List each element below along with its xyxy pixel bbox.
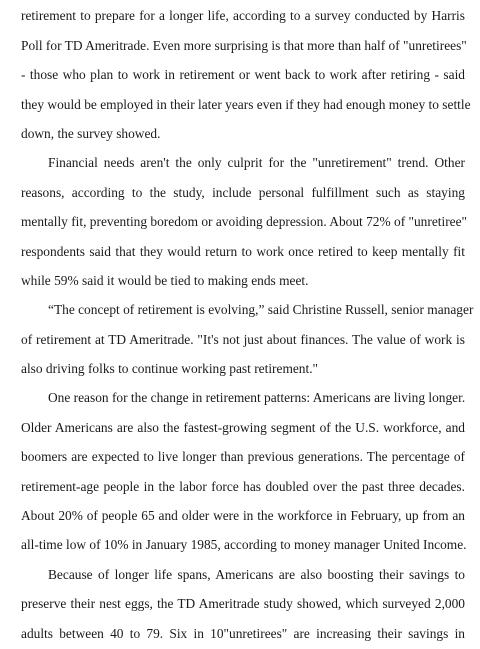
text-line: “The concept of retirement is evolving,” said Christine Russell, senior manager	[48, 302, 474, 317]
text-line: retirement-age people in the labor force has doubled over the past three decades.	[21, 479, 465, 494]
text-line: - those who plan to work in retirement or went back to work after retiring - said	[21, 67, 465, 82]
text-line: they would be employed in their later years even if they had enough money to settle	[21, 97, 471, 112]
text-line: Because of longer life spans, Americans are also boosting their savings to	[48, 567, 465, 582]
text-line: while 59% said it would be tied to making ends meet.	[21, 273, 309, 288]
text-line: Older Americans are also the fastest-growing segment of the U.S. workforce, and	[21, 420, 465, 435]
text-line: of retirement at TD Ameritrade. "It's not just about finances. The value of work is	[21, 332, 465, 347]
text-line: respondents said that they would return to work once retired to keep mentally fit	[21, 244, 465, 259]
text-line: About 20% of people 65 and older were in the workforce in February, up from an	[21, 508, 465, 523]
text-line: mentally fit, preventing boredom or avoiding depression. About 72% of "unretiree"	[21, 214, 468, 229]
text-line: reasons, according to the study, include personal fulfillment such as staying	[21, 185, 465, 200]
text-line: Financial needs aren't the only culprit for the "unretirement" trend. Other	[48, 155, 465, 170]
text-line: retirement to prepare for a longer life, according to a survey conducted by Harris	[21, 8, 465, 23]
text-line: down, the survey showed.	[21, 126, 161, 141]
text-line: boomers are expected to live longer than previous generations. The percentage of	[21, 449, 465, 464]
text-line: One reason for the change in retirement patterns: Americans are living longer.	[48, 390, 466, 405]
text-line: also driving folks to continue working past retirement."	[21, 361, 319, 376]
text-line: preserve their nest eggs, the TD Ameritrade study showed, which surveyed 2,000	[21, 596, 465, 611]
text-line: Poll for TD Ameritrade. Even more surprising is that more than half of "unretirees"	[21, 38, 467, 53]
text-line: adults between 40 to 79. Six in 10"unretirees" are increasing their savings in	[21, 626, 465, 641]
text-line: all-time low of 10% in January 1985, according to money manager United Income.	[21, 537, 467, 552]
